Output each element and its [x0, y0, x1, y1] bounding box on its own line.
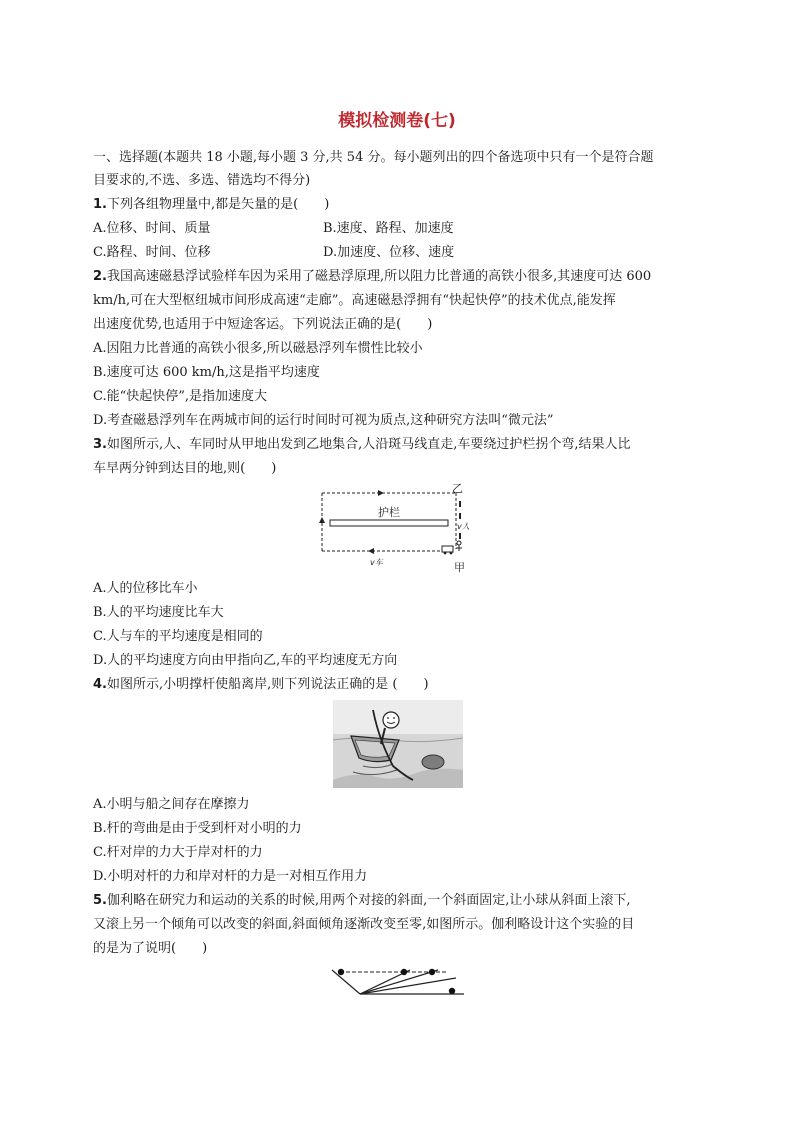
location-jia-label: 甲 — [454, 561, 465, 573]
ball-icon — [338, 969, 344, 975]
page-title: 模拟检测卷(七) — [338, 111, 456, 131]
q2-option-a: A.因阻力比普通的高铁小很多,所以磁悬浮列车惯性比较小 — [93, 341, 423, 356]
q5-stem-line3: 的是为了说明( ) — [93, 941, 208, 956]
ball-icon — [401, 969, 407, 975]
q1-option-c: C.路程、时间、位移 — [93, 245, 211, 260]
guardrail-label: 护栏 — [378, 506, 400, 519]
q2-option-b: B.速度可达 600 km/h,这是指平均速度 — [93, 365, 320, 380]
q4-option-b: B.杆的弯曲是由于受到杆对小明的力 — [93, 821, 302, 836]
q2-stem-line3: 出速度优势,也适用于中短途客运。下列说法正确的是( ) — [93, 317, 433, 332]
question-stem-line1: 如图所示,人、车同时从甲地出发到乙地集合,人沿斑马线直走,车要绕过护栏拐个弯,结果人比 — [106, 437, 631, 452]
q3-route-diagram — [318, 483, 478, 573]
guardrail — [330, 520, 448, 526]
q4-option-a: A.小明与船之间存在摩擦力 — [93, 797, 250, 812]
eye — [387, 717, 389, 719]
q2-stem-line2: km/h,可在大型枢纽城市间形成高速“走廊”。高速磁悬浮拥有“快起快停”的技术优点,能发挥 — [93, 293, 616, 308]
q1-option-b: B.速度、路程、加速度 — [323, 221, 454, 236]
question-1 — [93, 195, 329, 215]
ball-icon — [429, 969, 435, 975]
ball-icon — [449, 988, 455, 994]
route-arrow-up — [319, 517, 325, 523]
q2-option-d: D.考查磁悬浮列车在两城市间的运行时间时可视为质点,这种研究方法叫“微元法” — [93, 413, 554, 428]
fixed-incline — [332, 970, 360, 994]
variable-incline — [360, 978, 456, 994]
q4-boat-illustration — [333, 700, 463, 788]
boat-inner — [355, 740, 395, 757]
rock-icon — [422, 755, 444, 769]
question-stem-line1: 我国高速磁悬浮试验样车因为采用了磁悬浮原理,所以阻力比普通的高铁小很多,其速度可达 600 — [106, 269, 652, 284]
question-5 — [93, 891, 631, 911]
car-icon — [442, 546, 453, 552]
q3-option-c: C.人与车的平均速度是相同的 — [93, 629, 263, 644]
question-3 — [93, 435, 631, 455]
section-instructions-line2: 目要求的,不选、多选、错选均不得分) — [93, 173, 311, 188]
question-stem: 如图所示,小明撑杆使船离岸,则下列说法正确的是 ( ) — [106, 677, 429, 692]
q3-option-a: A.人的位移比车小 — [93, 581, 198, 596]
q3-option-b: B.人的平均速度比车大 — [93, 605, 224, 620]
question-number: 5. — [93, 893, 107, 908]
section-instructions-line1: 一、选择题(本题共 18 小题,每小题 3 分,共 54 分。每小题列出的四个备选项中只有一个是符合题 — [93, 150, 654, 165]
eye — [393, 717, 395, 719]
route-arrow-left — [368, 548, 374, 554]
q1-option-d: D.加速度、位移、速度 — [323, 245, 455, 260]
question-stem: 下列各组物理量中,都是矢量的是( ) — [106, 197, 330, 212]
car-velocity-label: v车 — [370, 558, 383, 567]
q3-stem-line2: 车早两分钟到达目的地,则( ) — [93, 461, 277, 476]
person-head-icon — [383, 712, 399, 728]
q1-option-a: A.位移、时间、质量 — [93, 221, 211, 236]
person-icon — [457, 541, 461, 545]
question-4 — [93, 675, 429, 695]
route-arrow-right — [378, 490, 384, 496]
variable-incline — [360, 970, 438, 994]
car-wheel-icon — [444, 552, 447, 555]
q4-option-c: C.杆对岸的力大于岸对杆的力 — [93, 845, 263, 860]
question-2 — [93, 267, 651, 287]
q3-option-d: D.人的平均速度方向由甲指向乙,车的平均速度无方向 — [93, 653, 398, 668]
question-number: 2. — [93, 269, 107, 284]
location-yi-label: 乙 — [452, 483, 463, 495]
q4-option-d: D.小明对杆的力和岸对杆的力是一对相互作用力 — [93, 869, 368, 884]
q5-inclined-planes-diagram — [328, 966, 468, 1002]
q2-option-c: C.能“快起快停”,是指加速度大 — [93, 389, 268, 404]
q5-stem-line2: 又滚上另一个倾角可以改变的斜面,斜面倾角逐渐改变至零,如图所示。伽利略设计这个实验的目 — [93, 917, 635, 932]
question-number: 3. — [93, 437, 107, 452]
question-number: 1. — [93, 197, 107, 212]
question-number: 4. — [93, 677, 107, 692]
question-stem-line1: 伽利略在研究力和运动的关系的时候,用两个对接的斜面,一个斜面固定,让小球从斜面上滚下, — [106, 893, 631, 908]
car-wheel-icon — [450, 552, 453, 555]
person-velocity-label: v人 — [457, 522, 470, 531]
